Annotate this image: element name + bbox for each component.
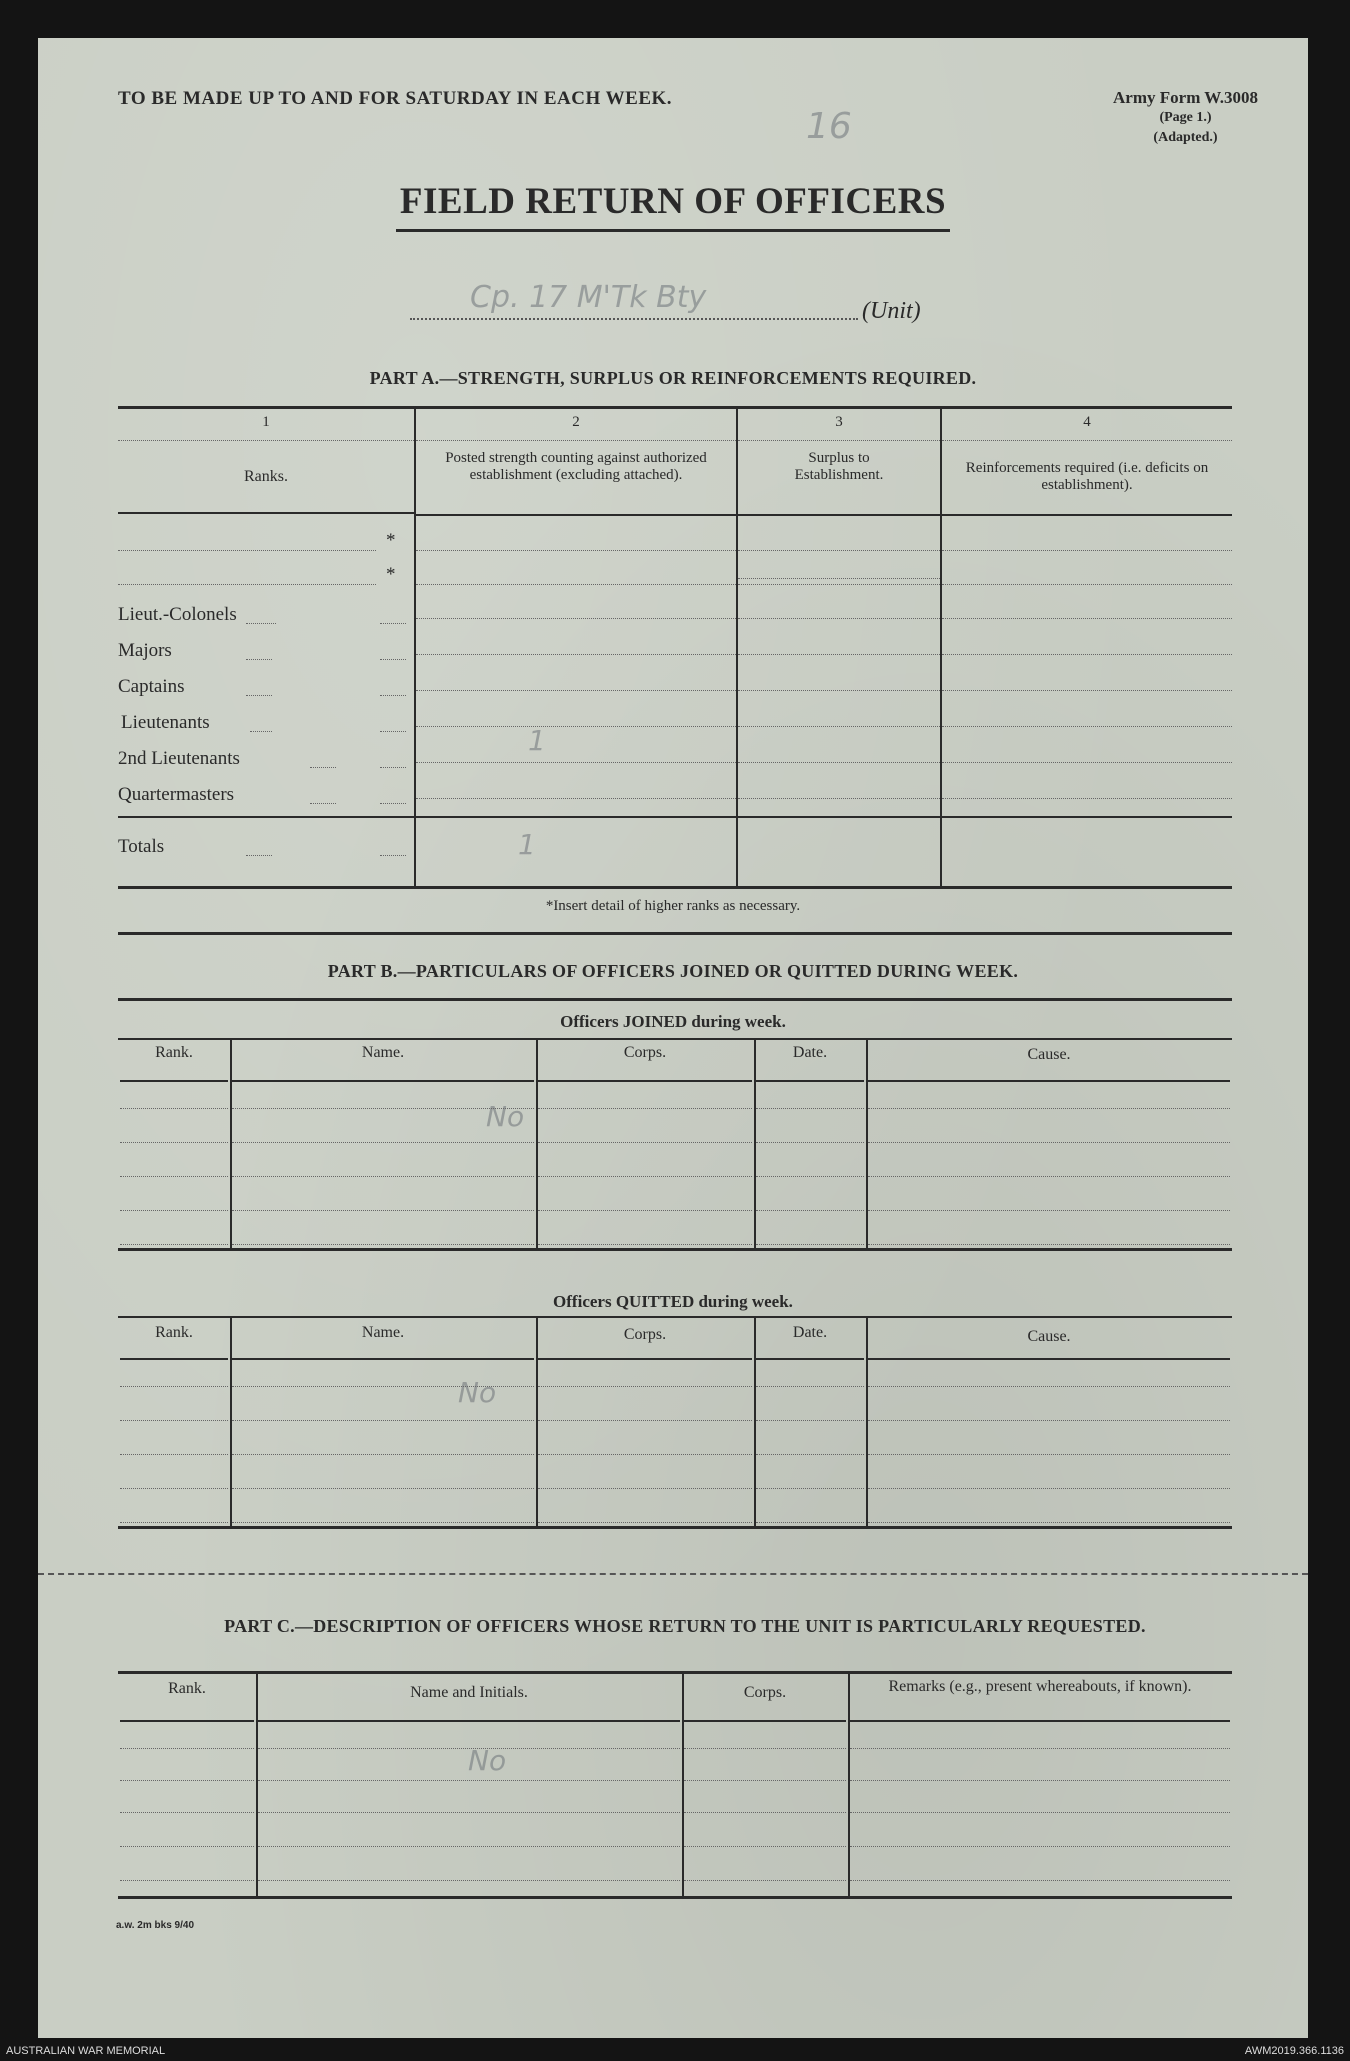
form-sheet [38,38,1308,2038]
table-row-line [120,1244,228,1245]
part-a-hd-rule [118,440,414,441]
table-row-line [258,1748,680,1749]
form-number-block [1113,88,1258,148]
table-row-line [538,1244,752,1245]
joined-top-rule [118,998,1232,1001]
table-row-line [538,1488,752,1489]
table-row-line [684,1846,846,1847]
page-title-wrap [38,180,1308,232]
table-row-line [756,1488,864,1489]
table-row-line [756,1210,864,1211]
part-a-totals-rule [416,816,736,818]
part-a-totals-rule [942,816,1232,818]
part-a-row-line [738,798,940,799]
table-header-rule [538,1358,752,1360]
table-column-header: Remarks (e.g., present whereabouts, if known). [888,1678,1192,1695]
table-row-line [756,1176,864,1177]
leader-dots [246,695,272,696]
table-row-line [868,1488,1230,1489]
leader-dots [310,767,336,768]
part-a-row-line [416,798,736,799]
part-a-totals-rule [738,816,940,818]
part-a-row-line [942,726,1232,727]
part-a-row-line [738,584,940,585]
table-col-divider [754,1040,756,1248]
table-row-line [232,1210,534,1211]
table-column-header: Rank. [155,1324,193,1341]
table-column-header: Corps. [623,1326,667,1343]
table-header-rule [232,1080,534,1082]
quitted-header-rule [118,1316,1232,1318]
table-row-line [756,1244,864,1245]
reinforcements-header: Reinforcements required (i.e. deficits on establishment). [965,460,1209,493]
table-row-line [684,1880,846,1881]
leader-dots [380,803,406,804]
table-row-line [258,1846,680,1847]
table-col-divider [230,1318,232,1526]
table-row-line [120,1420,228,1421]
part-a-col-number-3: 3 [835,414,843,430]
part-a-row-line [738,762,940,763]
part-a-title: PART A.—STRENGTH, SURPLUS OR REINFORCEMENTS REQUIRED. [369,368,977,388]
part-a-row-line [738,690,940,691]
leader-dots [246,855,272,856]
table-row-line [538,1522,752,1523]
table-row-line [258,1812,680,1813]
table-row-line [684,1812,846,1813]
part-b-top-rule [118,932,1232,935]
part-c-bottom-rule [118,1896,1232,1899]
table-row-line [868,1244,1230,1245]
table-col-divider [754,1318,756,1526]
table-column-header: Name. [361,1324,405,1341]
part-a-row-line [416,618,736,619]
leader-dots [380,855,406,856]
part-a-col-number-4: 4 [1083,414,1091,430]
joined-title: Officers JOINED during week. [560,1012,786,1031]
part-a-col-divider-1 [414,408,416,886]
part-a-col-number-1: 1 [262,414,270,430]
table-row-line [120,1142,228,1143]
part-a-row-line [416,584,736,585]
table-row-line [850,1780,1230,1781]
unit-field [410,280,970,338]
archive-footer-bar [0,2040,1350,2061]
part-a-row-line [942,654,1232,655]
part-a-col-number-2: 2 [572,414,580,430]
form-adapted: (Adapted.) [1153,130,1218,145]
leader-dots [250,731,272,732]
higher-rank-line-2 [118,584,376,585]
table-col-divider [682,1674,684,1896]
table-row-line [232,1420,534,1421]
table-row-line [120,1748,254,1749]
table-row-line [868,1142,1230,1143]
table-column-header: Date. [792,1044,828,1061]
table-col-divider [866,1318,868,1526]
table-row-line [120,1210,228,1211]
table-row-line [258,1880,680,1881]
handwritten-part-c: No [468,1744,507,1777]
table-row-line [756,1386,864,1387]
table-row-line [756,1142,864,1143]
table-row-line [538,1454,752,1455]
leader-dots [246,659,272,660]
table-col-divider [536,1318,538,1526]
part-a-row-line [942,618,1232,619]
unit-dotted-line [410,318,858,320]
table-row-line [232,1244,534,1245]
part-a-header-bottom [738,514,940,516]
unit-handwritten: Cp. 17 M'Tk Bty [470,280,707,315]
table-row-line [850,1880,1230,1881]
totals-label: Totals [118,836,165,857]
table-row-line [120,1176,228,1177]
printer-code: a.w. 2m bks 9/40 [116,1920,195,1931]
table-column-header: Rank. [168,1680,206,1697]
part-a-header-bottom [118,512,414,514]
table-row-line [538,1176,752,1177]
table-header-rule [120,1720,254,1722]
table-header-rule [756,1358,864,1360]
table-column-header: Corps. [743,1684,787,1701]
part-a-row-line [942,690,1232,691]
handwritten-number: 16 [806,106,852,147]
table-row-line [538,1108,752,1109]
part-a-row-line [416,654,736,655]
form-page: (Page 1.) [1159,110,1212,125]
table-col-divider [230,1040,232,1248]
part-a-hd-rule [942,440,1232,441]
part-a-col-divider-3 [940,408,942,886]
rank-quartermasters: Quartermasters [118,784,235,805]
table-row-line [756,1420,864,1421]
archive-id: AWM2019.366.1136 [1244,2045,1344,2057]
part-a-row-line [738,726,940,727]
form-number: Army Form W.3008 [1113,88,1258,107]
table-column-header: Date. [792,1324,828,1341]
weekly-instruction: TO BE MADE UP TO AND FOR SATURDAY IN EACH WEEK. [118,88,673,109]
handwritten-joined: No [486,1100,525,1133]
part-a-row-line [738,654,940,655]
part-a-row-line [942,550,1232,551]
part-a-hd-rule [738,440,940,441]
table-col-divider [536,1040,538,1248]
rank-lieut-colonels: Lieut.-Colonels [118,604,237,625]
table-row-line [120,1880,254,1881]
part-a-col-divider-2 [736,408,738,886]
table-row-line [756,1454,864,1455]
table-row-line [538,1420,752,1421]
table-row-line [868,1522,1230,1523]
table-row-line [868,1176,1230,1177]
table-row-line [684,1780,846,1781]
part-a-row-line [942,584,1232,585]
table-row-line [232,1454,534,1455]
table-header-rule [850,1720,1230,1722]
table-header-rule [756,1080,864,1082]
leader-dots [380,767,406,768]
totals-top-rule [118,816,414,818]
part-a-row-line [416,550,736,551]
leader-dots [246,623,276,624]
table-row-line [120,1108,228,1109]
table-row-line [120,1488,228,1489]
table-header-rule [684,1720,846,1722]
table-column-header: Corps. [623,1044,667,1061]
part-a-row-line [942,798,1232,799]
joined-header-rule [118,1038,1232,1040]
table-column-header: Rank. [155,1044,193,1061]
part-c-title: PART C.—DESCRIPTION OF OFFICERS WHOSE RETURN TO THE UNIT IS PARTICULARLY REQUESTED. [224,1616,1146,1636]
part-a-row-line [416,726,736,727]
table-header-rule [538,1080,752,1082]
table-header-rule [868,1080,1230,1082]
joined-bottom-rule [118,1248,1232,1251]
table-row-line [120,1522,228,1523]
part-a-top-rule [118,406,1232,409]
table-row-line [120,1780,254,1781]
part-c-top-rule [118,1671,1232,1674]
table-row-line [538,1142,752,1143]
table-row-line [120,1846,254,1847]
table-column-header: Name. [361,1044,405,1061]
perforation-line [38,1573,1308,1575]
table-row-line [232,1522,534,1523]
table-row-line [120,1812,254,1813]
rank-captains: Captains [118,676,185,697]
table-row-line [120,1454,228,1455]
table-header-rule [868,1358,1230,1360]
part-a-hd-rule [416,440,736,441]
handwritten-totals-count: 1 [518,828,536,861]
page-title: FIELD RETURN OF OFFICERS [396,180,950,232]
part-a-bottom-rule [118,886,1232,889]
table-col-divider [848,1674,850,1896]
leader-dots [310,803,336,804]
table-col-divider [256,1674,258,1896]
table-header-rule [258,1720,680,1722]
table-row-line [232,1488,534,1489]
surplus-header: Surplus to Establishment. [794,450,884,483]
rank-lieutenants: Lieutenants [121,712,210,733]
table-column-header: Cause. [1027,1046,1071,1063]
table-column-header: Cause. [1027,1328,1071,1345]
quitted-title: Officers QUITTED during week. [553,1292,793,1311]
quitted-bottom-rule [118,1526,1232,1529]
table-row-line [232,1108,534,1109]
part-b-title: PART B.—PARTICULARS OF OFFICERS JOINED OR QUITTED DURING WEEK. [327,961,1019,981]
table-row-line [538,1386,752,1387]
rank-majors: Majors [118,640,172,661]
table-row-line [868,1210,1230,1211]
table-row-line [258,1780,680,1781]
part-a-row-line [416,690,736,691]
table-row-line [868,1386,1230,1387]
leader-dots [380,659,406,660]
unit-label: (Unit) [862,298,921,324]
part-a-row-line [738,618,940,619]
table-row-line [120,1386,228,1387]
table-row-line [868,1454,1230,1455]
table-header-rule [232,1358,534,1360]
part-a-row-line [416,762,736,763]
table-row-line [850,1812,1230,1813]
table-column-header: Name and Initials. [410,1684,528,1701]
table-header-rule [120,1358,228,1360]
rank-2nd-lieutenants: 2nd Lieutenants [118,748,240,769]
part-a-row-line [942,762,1232,763]
asterisk-2: * [386,564,396,585]
table-row-line [756,1108,864,1109]
leader-dots [380,623,406,624]
part-a-footnote: *Insert detail of higher ranks as necessary. [545,898,801,914]
table-row-line [232,1386,534,1387]
table-row-line [538,1210,752,1211]
higher-rank-line-1 [118,550,376,551]
table-row-line [232,1176,534,1177]
part-a-header-bottom [942,514,1232,516]
table-row-line [868,1108,1230,1109]
asterisk-1: * [386,530,396,551]
handwritten-quitted: No [458,1376,497,1409]
table-header-rule [120,1080,228,1082]
posted-strength-header: Posted strength counting against authorized establishment (excluding attached). [445,450,707,483]
table-row-line [868,1420,1230,1421]
table-col-divider [866,1040,868,1248]
table-row-line [232,1142,534,1143]
archive-name: AUSTRALIAN WAR MEMORIAL [6,2045,166,2057]
table-row-line [684,1748,846,1749]
leader-dots [380,731,406,732]
table-row-line [850,1748,1230,1749]
leader-dots [380,695,406,696]
handwritten-lieutenants-count: 1 [528,724,546,757]
table-row-line [850,1846,1230,1847]
part-a-row-line [738,550,940,551]
part-a-header-bottom [416,514,736,516]
table-row-line [756,1522,864,1523]
ranks-header: Ranks. [244,468,288,485]
part-a-row-line [738,578,940,579]
